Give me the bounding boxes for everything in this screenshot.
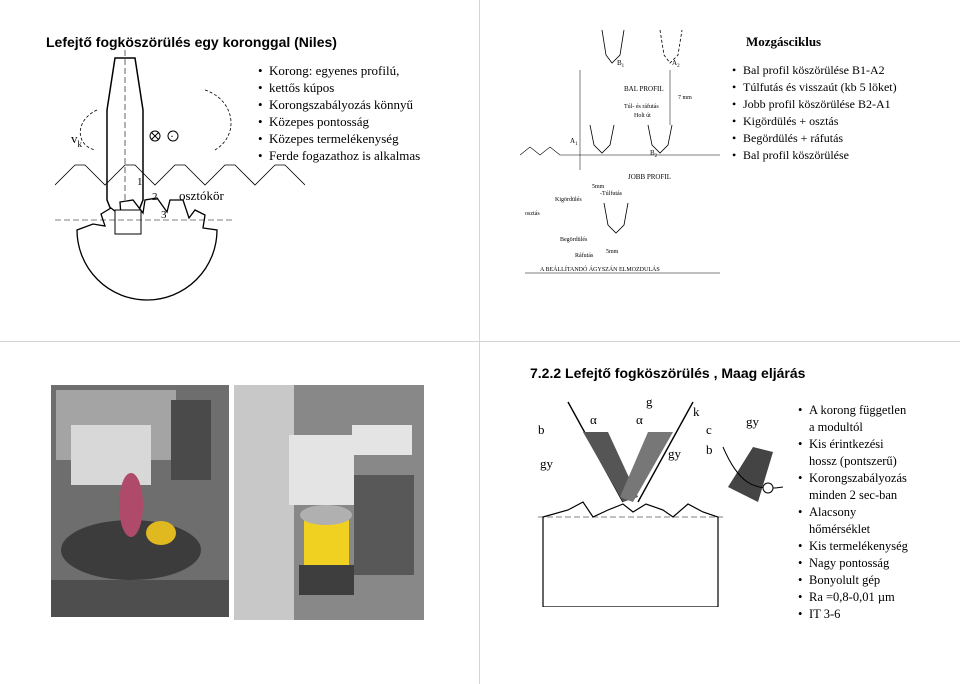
- bullet-item: • Közepes termelékenység: [258, 130, 420, 147]
- label-c: c: [706, 422, 712, 437]
- photo-grinding-head: [289, 435, 354, 505]
- machine-photo-right: [234, 385, 424, 620]
- upper-tooth-right: [660, 30, 682, 63]
- bullet-item: • IT 3-6: [798, 606, 908, 623]
- photo-mechanism: [354, 475, 414, 575]
- bullet-item-cont: a modultól: [809, 420, 863, 434]
- motion-bullet-list: [732, 62, 897, 164]
- photo-column: [171, 400, 211, 480]
- beallitando-label: A BEÁLLÍTANDÓ ÁGYSZÁN ELMOZDULÁS: [540, 267, 660, 273]
- bullet-item: • Korong: egyenes profilú,: [258, 62, 420, 79]
- mm5b-label: 5mm: [606, 249, 619, 255]
- bullet-item: • Közepes pontosság: [258, 113, 420, 130]
- slide-title: 7.2.2 Lefejtő fogköszörülés , Maag eljárás: [530, 365, 806, 381]
- label-A1: $A_1$: [570, 137, 578, 147]
- niles-bullet-list: [258, 62, 420, 164]
- photo-panel: [71, 425, 151, 485]
- bullet-item: • Nagy pontosság: [798, 555, 908, 572]
- photo-grinding-wheel: [119, 473, 143, 537]
- label-g: g: [646, 394, 653, 409]
- slide-motion-cycle: [480, 0, 960, 341]
- mm5-label: 5mm: [592, 184, 605, 190]
- bullet-item-cont: hossz (pontszerű): [809, 454, 897, 468]
- bullet-item: • Kis termelékenység: [798, 538, 908, 555]
- detail-contact-point: [763, 483, 773, 493]
- photo-yellow-part: [146, 521, 176, 545]
- bullet-item: • A korong független: [798, 402, 908, 419]
- bullet-item: • Bal profil köszörülése: [732, 147, 897, 164]
- motion-cycle-diagram: [520, 25, 750, 305]
- label-3: 3: [161, 209, 167, 221]
- middle-tooth-left: [590, 125, 614, 153]
- gear-bore: [115, 210, 141, 234]
- dot-circle-dot: ·: [170, 129, 174, 143]
- label-alpha-2: α: [636, 412, 643, 427]
- rack-profile: [55, 165, 305, 185]
- label-B2: $B_2$: [650, 149, 658, 159]
- bullet-item-cont: minden 2 sec-ban: [809, 488, 898, 502]
- holt-ut-label: Holt út: [634, 113, 651, 119]
- bullet-item: • Ra =0,8-0,01 µm: [798, 589, 908, 606]
- bullet-item: • Alacsony: [798, 504, 908, 521]
- osztokor-label: osztókör: [179, 188, 224, 203]
- machine-photo-left: [51, 385, 229, 617]
- bullet-item: • Bonyolult gép: [798, 572, 908, 589]
- bullet-item: • Korongszabályozás: [798, 470, 908, 487]
- gear-rack-middle: [520, 147, 720, 155]
- slide-niles: [0, 0, 479, 341]
- detail-wheel-section: [728, 447, 773, 502]
- bullet-item: • Begördülés + ráfutás: [732, 130, 897, 147]
- rotation-arrow-left: [80, 110, 97, 150]
- slide-maag: [480, 342, 960, 684]
- bullet-item-cont: hőmérséklet: [809, 522, 871, 536]
- mm7-label: 7 mm: [678, 95, 692, 101]
- bal-profil-label: BAL PROFIL: [624, 85, 664, 93]
- begordules-label: Begördülés: [560, 237, 588, 243]
- jobb-profil-label: JOBB PROFIL: [628, 173, 671, 181]
- maag-diagram: [528, 392, 788, 607]
- label-B1: $B_1$: [617, 59, 625, 69]
- bullet-item: • Kis érintkezési: [798, 436, 908, 453]
- label-b: b: [538, 422, 545, 437]
- label-gy2: gy: [668, 446, 681, 461]
- vk-label: $v_k$: [71, 131, 82, 149]
- photo-yellow-workpiece: [304, 520, 349, 565]
- label-b2: b: [706, 442, 713, 457]
- tulfutas-label: -Túlfutás: [600, 191, 622, 197]
- bullet-item: • kettős kúpos: [258, 79, 420, 96]
- tul-rafutas-label: Túl- és ráfutás: [624, 104, 659, 110]
- photo-left-wall: [234, 385, 294, 620]
- bullet-item: • Korongszabályozás könnyű: [258, 96, 420, 113]
- bullet-item: • Túlfutás és visszaút (kb 5 löket): [732, 79, 897, 96]
- rotation-arrow-right: [205, 90, 231, 150]
- label-A2: $A_2$: [672, 59, 680, 69]
- label-1: 1: [137, 176, 143, 188]
- photo-gear: [300, 505, 352, 525]
- photo-base: [51, 580, 229, 617]
- bullet-item: • Ferde fogazathoz is alkalmas: [258, 147, 420, 164]
- rafutas-label: Ráfutás: [575, 253, 594, 259]
- label-alpha: α: [590, 412, 597, 427]
- maag-bullet-list: [798, 402, 908, 623]
- gear-wheel: [77, 198, 217, 300]
- slide-photos: [0, 342, 479, 684]
- bullet-item: • Kigördülés + osztás: [732, 113, 897, 130]
- slide-title: Mozgásciklus: [746, 34, 822, 49]
- bullet-item: • Bal profil köszörülése B1-A2: [732, 62, 897, 79]
- kigordules-label: Kigördülés: [555, 197, 582, 203]
- workpiece-gear: [543, 502, 718, 607]
- label-gy: gy: [540, 456, 553, 471]
- osztas-label: osztás: [525, 211, 540, 217]
- label-k: k: [693, 404, 700, 419]
- bullet-item: • Jobb profil köszörülése B2-A1: [732, 96, 897, 113]
- label-2: 2: [152, 191, 158, 203]
- slide-title: Lefejtő fogköszörülés egy koronggal (Niles): [46, 34, 337, 50]
- photo-arm: [352, 425, 412, 455]
- dish-wheel-right: [620, 432, 673, 502]
- photo-fixture: [299, 565, 354, 595]
- lower-tooth: [604, 203, 628, 233]
- label-gy3: gy: [746, 414, 759, 429]
